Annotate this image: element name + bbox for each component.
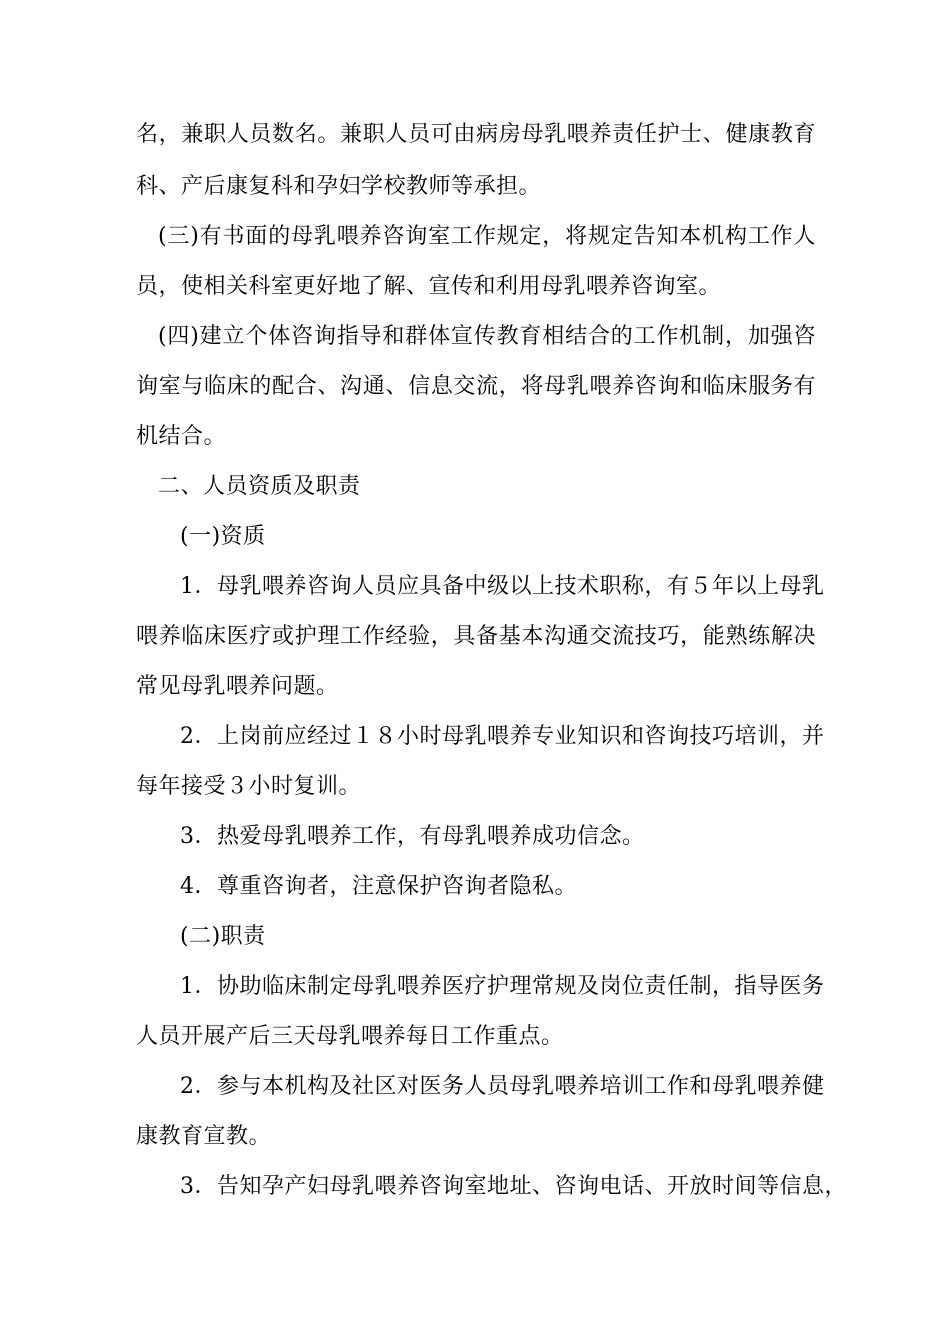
list-item: 3．告知孕产妇母乳喂养咨询室地址、咨询电话、开放时间等信息，	[180, 1174, 847, 1199]
paragraph-heading-4: (四)建立个体咨询指导和群体宣传教育相结合的工作机制，加强咨	[158, 324, 816, 349]
list-item: 4．尊重咨询者，注意保护咨询者隐私。	[180, 874, 577, 899]
list-item: 2．上岗前应经过１８小时母乳喂养专业知识和咨询技巧培训，并	[180, 724, 825, 749]
body-text-line: 每年接受３小时复训。	[136, 774, 362, 799]
body-text-line: 名，兼职人员数名。兼职人员可由病房母乳喂养责任护士、健康教育	[136, 122, 816, 147]
body-text-line: 人员开展产后三天母乳喂养每日工作重点。	[136, 1024, 564, 1049]
body-text-line: 常见母乳喂养问题。	[136, 674, 339, 699]
body-text-line: 员，使相关科室更好地了解、宣传和利用母乳喂养咨询室。	[136, 274, 722, 299]
body-text-line: 询室与临床的配合、沟通、信息交流，将母乳喂养咨询和临床服务有	[136, 374, 816, 399]
body-text-line: 喂养临床医疗或护理工作经验，具备基本沟通交流技巧，能熟练解决	[136, 624, 816, 649]
body-text-line: 科、产后康复科和孕妇学校教师等承担。	[136, 174, 542, 199]
subsection-heading-qualification: (一)资质	[180, 524, 266, 549]
body-text-line: 康教育宣教。	[136, 1124, 272, 1149]
paragraph-heading-3: (三)有书面的母乳喂养咨询室工作规定，将规定告知本机构工作人	[158, 224, 816, 249]
list-item: 2．参与本机构及社区对医务人员母乳喂养培训工作和母乳喂养健	[180, 1074, 825, 1099]
list-item: 1．协助临床制定母乳喂养医疗护理常规及岗位责任制，指导医务	[180, 974, 825, 999]
list-item: 1．母乳喂养咨询人员应具备中级以上技术职称，有５年以上母乳	[180, 574, 825, 599]
subsection-heading-duties: (二)职责	[180, 924, 266, 949]
body-text-line: 机结合。	[136, 424, 227, 449]
list-item: 3．热爱母乳喂养工作，有母乳喂养成功信念。	[180, 824, 645, 849]
section-heading: 二、人员资质及职责	[158, 474, 361, 499]
